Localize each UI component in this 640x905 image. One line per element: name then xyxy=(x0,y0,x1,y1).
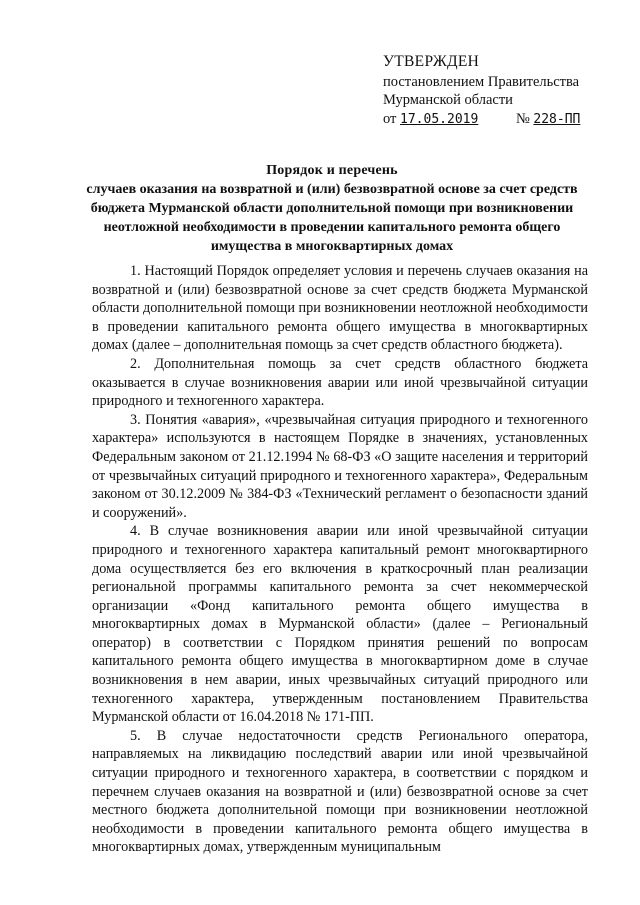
approved-by-line: постановлением Правительства xyxy=(383,73,580,90)
paragraph-2: 2. Дополнительная помощь за счет средств областного бюджета оказывается в случае возникновения аварии или иной чрезвычайной ситуации природного и техногенного характера. xyxy=(92,355,588,410)
date-prefix: от xyxy=(383,110,397,127)
approved-label: УТВЕРЖДЕН xyxy=(383,53,480,70)
approval-number: 228-ПП xyxy=(533,111,581,127)
title-line-2: случаев оказания на возвратной и (или) безвозвратной основе за счет средств бюджета Мурманской области дополнительной помощи при возникновении неотложной необходимости в проведении капитального ремонта общего имущества в многоквартирных домах xyxy=(86,182,578,254)
region-line: Мурманской области xyxy=(383,92,513,108)
paragraph-1: 1. Настоящий Порядок определяет условия и перечень случаев оказания на возвратной и (или) безвозвратной основе за счет средств бюджета Мурманской области дополнительной помощи при возникновении неотложной необходимости в проведении капитального ремонта общего имущества в многоквартирных домах (далее – дополнительная помощь за счет средств областного бюджета). xyxy=(92,263,588,354)
number-prefix: № xyxy=(515,110,530,127)
paragraph-4: 4. В случае возникновения аварии или иной чрезвычайной ситуации природного и техногенного характера капитальный ремонт многоквартирного дома осуществляется без его включения в краткосрочный план реализации региональной программы капитального ремонта за счет некоммерческой организации «Фонд капитального ремонта общего имущества в многоквартирных домах в Мурманской области» (далее – Региональный оператор) в соответствии с Порядком принятия решений по вопросам капитального ремонта общего имущества в многоквартирном доме в случае возникновения в нем аварии, иных чрезвычайных ситуаций природного или техногенного характера, утвержденным постановлением Правительства Мурманской области от 16.04.2018 № 171-ПП. xyxy=(92,523,588,726)
approval-stamp xyxy=(383,53,613,129)
title-line-1: Порядок и перечень xyxy=(266,163,398,178)
paragraph-3: 3. Понятия «авария», «чрезвычайная ситуация природного и техногенного характера» используются в настоящем Порядке в значениях, установленных Федеральным законом от 21.12.1994 № 68-ФЗ «О защите населения и территорий от чрезвычайных ситуаций природного и техногенного характера», Федеральным законом от 30.12.2009 № 384-ФЗ «Технический регламент о безопасности зданий и сооружений». xyxy=(92,411,588,521)
document-body xyxy=(92,262,588,857)
paragraph-5: 5. В случае недостаточности средств Регионального оператора, направляемых на ликвидацию последствий аварии или иной чрезвычайной ситуации природного и техногенного характера, в соответствии с порядком и перечнем случаев оказания на возвратной и (или) безвозвратной основе за счет местного бюджета дополнительной помощи при возникновении неотложной необходимости в проведении капитального ремонта общего имущества в многоквартирных домах, утвержденным муниципальным xyxy=(92,727,588,856)
approval-date: 17.05.2019 xyxy=(400,111,479,127)
document-title xyxy=(82,161,582,256)
date-number-line xyxy=(383,110,613,130)
